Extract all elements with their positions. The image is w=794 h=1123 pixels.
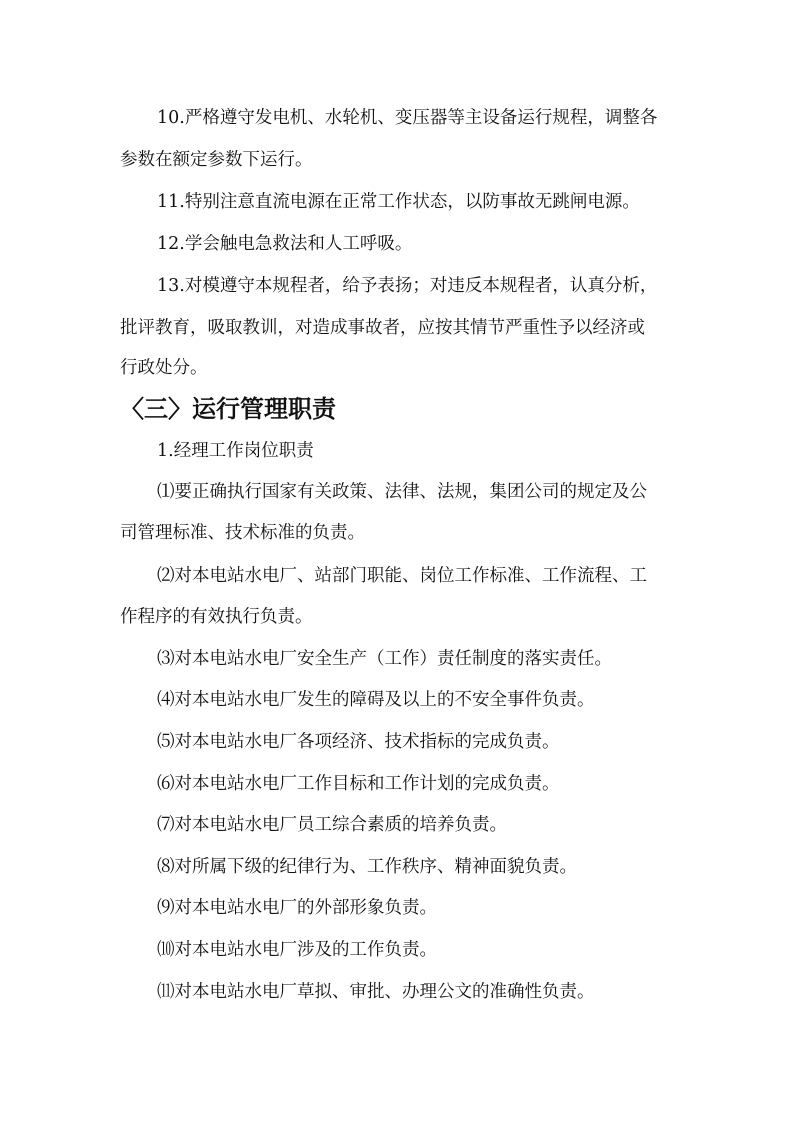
duty-5: ⑸对本电站水电厂各项经济、技术指标的完成负责。 [157,732,560,752]
duty-2-line-2: 作程序的有效执行负责。 [120,607,313,627]
duty-9: ⑼对本电站水电厂的外部形象负责。 [157,898,437,918]
item-13-line-1: 13.对模遵守本规程者，给予表扬；对违反本规程者，认真分析， [157,276,658,296]
duty-4: ⑷对本电站水电厂发生的障碍及以上的不安全事件负责。 [157,690,595,710]
duty-8: ⑻对所属下级的纪律行为、工作秩序、精神面貌负责。 [157,857,577,877]
item-13-line-2: 批评教育，吸取教训，对造成事故者，应按其情节严重性予以经济或 [120,318,645,338]
item-11: 11.特别注意直流电源在正常工作状态，以防事故无跳闸电源。 [157,192,640,212]
duty-11: ⑾对本电站水电厂草拟、审批、办理公文的准确性负责。 [157,982,595,1002]
item-13-line-3: 行政处分。 [120,358,208,378]
duty-3: ⑶对本电站水电厂安全生产（工作）责任制度的落实责任。 [157,649,612,669]
duty-1-line-1: ⑴要正确执行国家有关政策、法律、法规，集团公司的规定及公 [157,482,647,502]
duty-1-line-2: 司管理标准、技术标准的负责。 [120,523,365,543]
section-heading: 〈三〉运行管理职责 [120,395,336,423]
item-12: 12.学会触电急救法和人工呼吸。 [157,234,413,254]
item-10-line-1: 10.严格遵守发电机、水轮机、变压器等主设备运行规程，调整各 [157,108,658,128]
duty-7: ⑺对本电站水电厂员工综合素质的培养负责。 [157,815,507,835]
duty-6: ⑹对本电站水电厂工作目标和工作计划的完成负责。 [157,774,560,794]
duty-2-line-1: ⑵对本电站水电厂、站部门职能、岗位工作标准、工作流程、工 [157,566,647,586]
subsection-title: 1.经理工作岗位职责 [157,441,314,461]
duty-10: ⑽对本电站水电厂涉及的工作负责。 [157,940,437,960]
item-10-line-2: 参数在额定参数下运行。 [120,150,313,170]
